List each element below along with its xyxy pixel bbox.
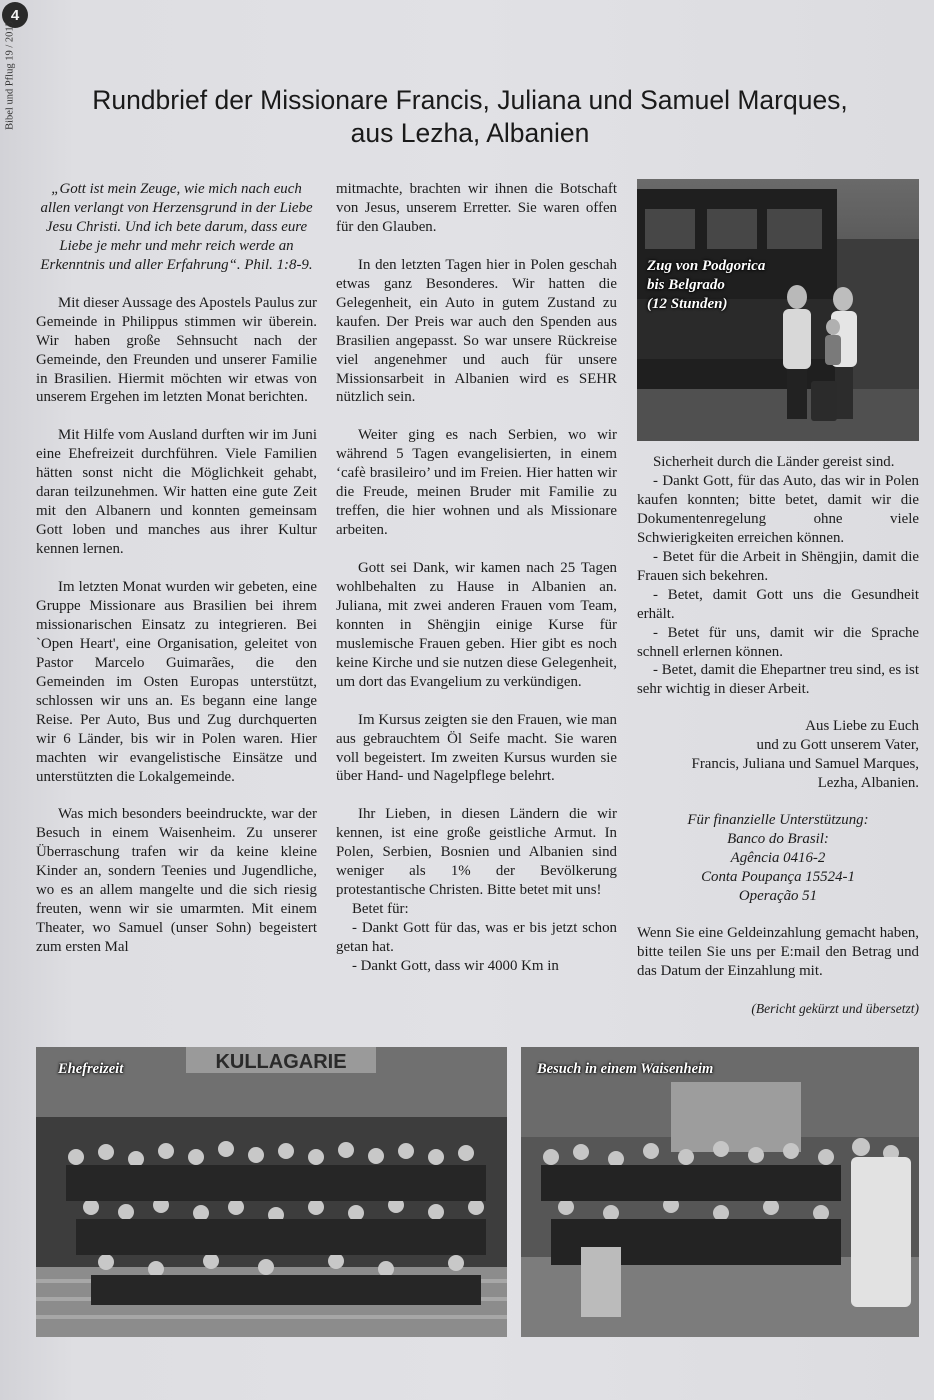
closing-line: Lezha, Albanien. xyxy=(817,775,919,792)
prayer-item: - Betet für uns, damit wir die Sprache schnell erlernen können. xyxy=(637,624,919,660)
page-number-badge: 4 xyxy=(2,2,28,28)
bank-line: Operação 51 xyxy=(738,888,818,905)
orphanage-photo-caption: Besuch in einem Waisenheim xyxy=(537,1061,714,1077)
paragraph: Ihr Lieben, in diesen Ländern die wir kennen, ist eine große geistliche Armut. In Polen, Serbien, Bosnien und Albanien sind weniger als 1% der Bevölkerung protestantische Christen. Bitte betet mit uns! xyxy=(336,806,617,899)
bank-line: Conta Poupança 15524-1 xyxy=(701,869,855,886)
closing-line: Aus Liebe zu Euch xyxy=(805,718,919,735)
paragraph: Im Kursus zeigten sie den Frauen, wie man aus gebrauchtem Öl Seife macht. Sie waren voll begeistert. Im zweiten Kursus wurden sie über Hand- und Nagelpflege belehrt. xyxy=(336,711,617,785)
banner-text: KULLAGARIE xyxy=(215,1051,347,1073)
prayer-intro: Betet für: xyxy=(352,901,409,918)
bank-details xyxy=(637,811,919,906)
editor-note: (Bericht gekürzt und übersetzt) xyxy=(751,1001,919,1016)
text-column-3 xyxy=(637,453,919,1019)
prayer-item: - Dankt Gott, dass wir 4000 Km in xyxy=(352,958,559,974)
text-column-1 xyxy=(36,180,317,957)
paragraph: Mit dieser Aussage des Apostels Paulus zur Gemeinde in Philippus stimmen wir überein. Wir haben große Sehnsucht nach der Gemeinde, den Freunden und unserer Familie in Brasilien. Hiermit möchten wir etwas von unserem Ergehen im letzten Monat berichten. xyxy=(36,294,317,406)
running-head: Bibel und Pflug 19 / 2015 xyxy=(4,21,16,130)
paragraph: Weiter ging es nach Serbien, wo wir während 5 Tagen evangelisierten, in einem ‘cafè brasileiro’ und im Freien. Hier hatten wir die Freude, meinen Bruder mit Familie zu treffen, die hier wohnen und als Missionare arbeiten. xyxy=(336,427,617,539)
paragraph: Mit Hilfe vom Ausland durften wir im Juni eine Ehefreizeit durchführen. Viele Familien hätten sonst nicht die Möglichkeit gehabt, daran teilzunehmen. Wir hatten eine gute Zeit mit den Albanern und konnten gemeinsam Gott loben und manches aus ihrer Kultur kennen lernen. xyxy=(36,427,317,558)
prayer-item: - Betet, damit Gott uns die Gesundheit erhält. xyxy=(637,586,919,622)
paragraph: Sicherheit durch die Länder gereist sind. xyxy=(653,454,895,470)
letter-closing xyxy=(637,717,919,793)
retreat-photo-caption: Ehefreizeit xyxy=(58,1061,124,1077)
closing-line: Francis, Juliana und Samuel Marques, xyxy=(691,756,919,773)
prayer-item: - Dankt Gott für das, was er bis jetzt schon getan hat. xyxy=(336,920,617,956)
donation-note: Wenn Sie eine Geldeinzahlung gemacht haben, bitte teilen Sie uns per E:mail den Betrag und das Datum der Einzahlung mit. xyxy=(637,925,919,980)
paragraph: In den letzten Tagen hier in Polen geschah etwas ganz Besonderes. Wir hatten die Gelegenheit, ein Auto in gutem Zustand zu kaufen. Der Preis war auch den Spenden aus Brasilien angepasst. So war unsere Rückreise viel angenehmer und auch für unsere Missionsarbeit in Albanien wird es SEHR nützlich sein. xyxy=(336,256,617,406)
paragraph: Gott sei Dank, wir kamen nach 25 Tagen wohlbehalten zu Hause in Albanien an. Juliana, mit zwei anderen Frauen vom Team, konnten in Shëngjin einige Kurse für muslemische Frauen geben. Hier gibt es noch keine Kirche und sie nutzen diese Gelegenheit, um dort das Evangelium zu verkündigen. xyxy=(336,560,617,690)
photo-marriage-retreat xyxy=(36,1047,507,1337)
train-photo-caption: Zug von Podgorica bis Belgrado (12 Stunden) xyxy=(647,258,766,312)
orphanage-photo-image xyxy=(521,1047,919,1337)
prayer-item: - Betet für die Arbeit in Shëngjin, damit die Frauen sich bekehren. xyxy=(637,548,919,584)
text-column-2 xyxy=(336,180,617,976)
paragraph: Was mich besonders beeindruckte, war der Besuch in einem Waisenheim. Zu unserer Überraschung trafen wir da keine kleine Kinder an, sondern Teenies und Jugendliche, wo es an allem mangelte und die sich riesig freuten, wenn wir sie umarmten. Mit einem Theater, wo Samuel (unser Sohn) begeistert zum ersten Mal xyxy=(36,806,317,956)
bible-quote-epigraph: „Gott ist mein Zeuge, wie mich nach euch allen verlangt von Herzensgrund in der Liebe Jesu Christi. Und ich bete darum, dass eure Liebe je mehr und mehr reich werde an Erkenntnis und aller Erfahrung“. Phil. 1:8-9. xyxy=(40,181,313,273)
paragraph: mitmachte, brachten wir ihnen die Botschaft von Jesus, unserem Erretter. Sie waren offen für den Glauben. xyxy=(336,181,617,235)
headline-line-1: Rundbrief der Missionare Francis, Juliana und Samuel Marques, xyxy=(92,85,848,115)
paragraph: Im letzten Monat wurden wir gebeten, eine Gruppe Missionare aus Brasilien bei ihrem missionarischen Einsatz zu integrieren. Bei `Open Heart', eine Organisation, geleitet von Pastor Marcelo Guimarães, die den Gemeinden im Osten Europas unterstützt, schlossen wir uns an. Es begann eine lange Reise. Per Auto, Bus und Zug durchquerten wir 6 Länder, bis wir in Polen waren. Hier machten wir evangelistische Einsätze und unterstützten die Lokalgemeinde. xyxy=(36,578,317,785)
prayer-item: - Dankt Gott, für das Auto, das wir in Polen kaufen konnten; bitte betet, damit wir die Dokumentenregelung ohne viele Schwierigkeiten erreichen können. xyxy=(637,472,919,546)
headline-line-2: aus Lezha, Albanien xyxy=(350,118,590,148)
article-headline xyxy=(60,84,880,150)
bank-line: Für finanzielle Unterstützung: xyxy=(687,812,869,829)
prayer-item: - Betet, damit die Ehepartner treu sind, es ist sehr wichtig in dieser Arbeit. xyxy=(637,662,919,698)
bank-line: Agência 0416-2 xyxy=(730,850,826,867)
photo-orphanage-visit xyxy=(521,1047,919,1337)
bank-line: Banco do Brasil: xyxy=(727,831,829,848)
closing-line: und zu Gott unserem Vater, xyxy=(756,737,919,754)
retreat-photo-image xyxy=(36,1047,507,1337)
photo-train-station xyxy=(637,179,919,441)
